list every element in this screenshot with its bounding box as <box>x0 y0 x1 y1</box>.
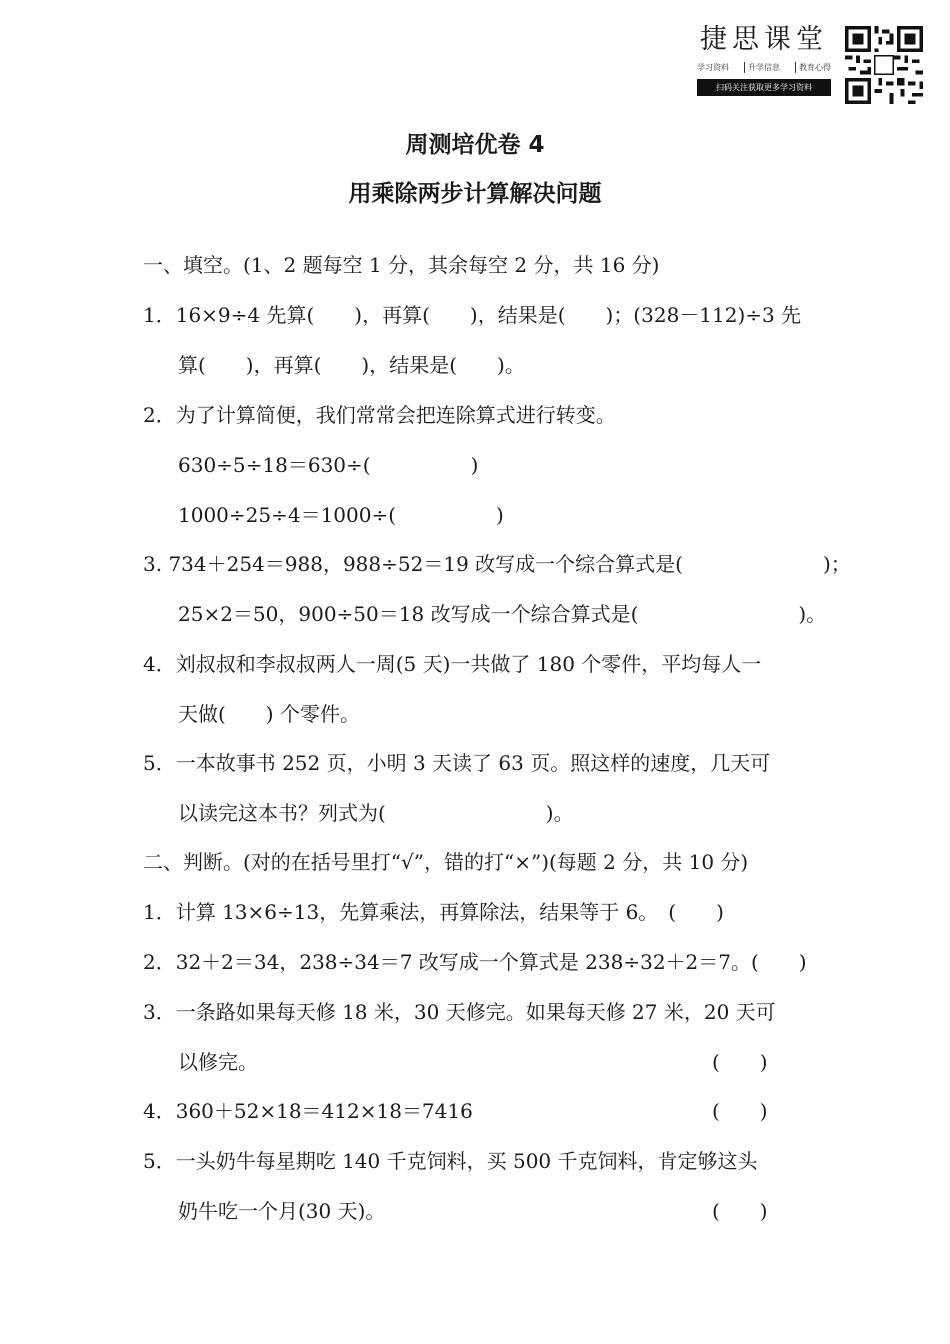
question-2-3-line-1: 3．一条路如果每天修 18 米，30 天修完。如果每天修 27 米，20 天可 <box>143 1000 776 1024</box>
question-1-4-line-2: 天做( ) 个零件。 <box>178 702 360 726</box>
qr-code-icon[interactable] <box>845 26 923 104</box>
answer-bracket: ( ) <box>712 1050 768 1074</box>
brand-logo <box>697 22 831 96</box>
answer-bracket: ( ) <box>712 1099 768 1123</box>
brand-tags <box>697 62 831 73</box>
question-1-3-line-1: 3. 734＋254＝988，988÷52＝19 改写成一个综合算式是( )； <box>143 552 851 576</box>
question-1-5-line-2: 以读完这本书？列式为( )。 <box>178 801 574 825</box>
question-1-5-line-1: 5．一本故事书 252 页，小明 3 天读了 63 页。照这样的速度，几天可 <box>143 751 771 775</box>
question-1-1-line-1: 1．16×9÷4 先算( )，再算( )，结果是( )；(328－112)÷3 先 <box>143 303 802 327</box>
question-1-4-line-1: 4．刘叔叔和李叔叔两人一周(5 天)一共做了 180 个零件，平均每人一 <box>143 652 762 676</box>
brand-tag: 教育心得 <box>795 62 831 73</box>
question-2-2: 2．32＋2＝34，238÷34＝7 改写成一个算式是 238÷32＋2＝7。( ) <box>143 950 807 974</box>
page-title: 周测培优卷 4 <box>405 132 545 158</box>
question-2-1: 1．计算 13×6÷13，先算乘法，再算除法，结果等于 6。 ( ) <box>143 900 724 924</box>
brand-slogan: 扫码关注获取更多学习资料 <box>697 79 831 96</box>
brand-tag: 升学信息 <box>744 62 780 73</box>
answer-bracket: ( ) <box>712 1199 768 1223</box>
question-2-4: 4．360＋52×18＝412×18＝7416 <box>143 1099 473 1123</box>
question-2-3-line-2: 以修完。 <box>178 1050 258 1074</box>
question-2-5-line-1: 5．一头奶牛每星期吃 140 千克饲料，买 500 千克饲料，肯定够这头 <box>143 1149 758 1173</box>
question-1-2-line-3: 1000÷25÷4＝1000÷( ) <box>178 503 504 527</box>
brand-tag: 学习资料 <box>697 63 729 72</box>
question-2-5-line-2: 奶牛吃一个月(30 天)。 <box>178 1199 386 1223</box>
brand-name: 捷思课堂 <box>700 24 828 55</box>
page-subtitle: 用乘除两步计算解决问题 <box>348 181 602 207</box>
question-1-2-line-1: 2．为了计算简便，我们常常会把连除算式进行转变。 <box>143 403 616 427</box>
question-1-1-line-2: 算( )，再算( )，结果是( )。 <box>178 353 525 377</box>
question-1-2-line-2: 630÷5÷18＝630÷( ) <box>178 453 479 477</box>
section2-heading: 二、判断。(对的在括号里打“√”，错的打“×”)(每题 2 分，共 10 分) <box>143 850 749 874</box>
question-1-3-line-2: 25×2＝50，900÷50＝18 改写成一个综合算式是( )。 <box>178 602 827 626</box>
section1-heading: 一、填空。(1、2 题每空 1 分，其余每空 2 分，共 16 分) <box>143 253 660 277</box>
